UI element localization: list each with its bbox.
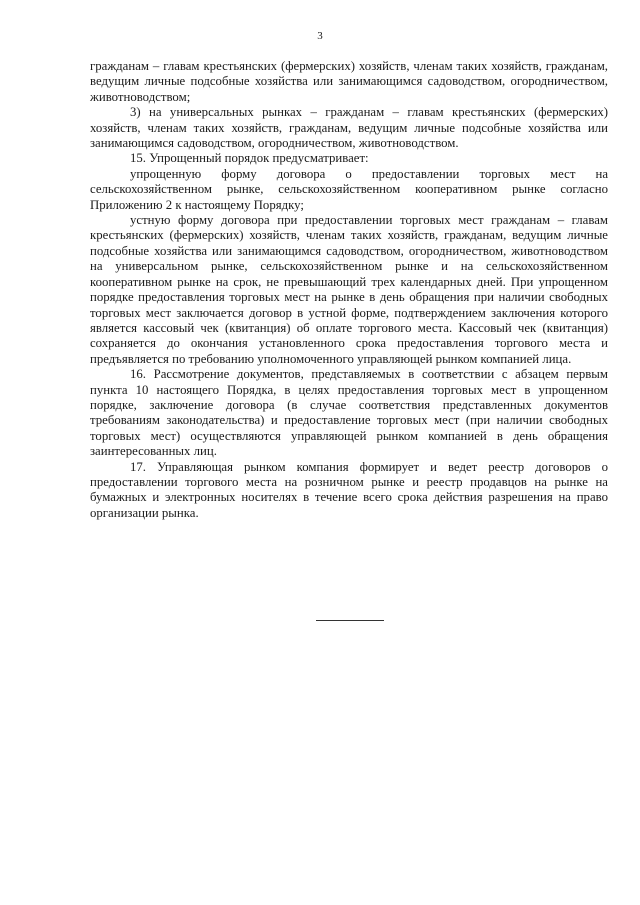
paragraph-clause-17: 17. Управляющая рынком компания формирует и ведет реестр договоров о предоставлении торгового места на розничном рынке и реестр продавцов на рынке на бумажных и электронных носителях в течение всего срока действия разрешения на право организации рынка.	[90, 459, 608, 520]
paragraph-item-3: 3) на универсальных рынках – гражданам – главам крестьянских (фермерских) хозяйств, членам таких хозяйств, гражданам, ведущим личные подсобные хозяйства или занимающимся садоводством, огородничеством, животноводством.	[90, 105, 608, 151]
page-number: 3	[317, 30, 323, 42]
paragraph-simplified-form: упрощенную форму договора о предоставлении торговых мест на сельскохозяйственном рынке, сельскохозяйственном кооперативном рынке согласно Приложению 2 к настоящему Порядку;	[90, 166, 608, 212]
paragraph-continuation: гражданам – главам крестьянских (фермерских) хозяйств, членам таких хозяйств, гражданам, ведущим личные подсобные хозяйства или занимающимся садоводством, огородничеством, животноводством;	[90, 59, 608, 104]
end-separator-line	[316, 620, 384, 621]
paragraph-clause-16: 16. Рассмотрение документов, представляемых в соответствии с абзацем первым пункта 10 настоящего Порядка, в целях предоставления торговых мест в упрощенном порядке, заключение договора (в случае соответствия представленных документов требованиям законодательства) и предоставление торговых мест (при наличии свободных торговых мест) осуществляются управляющей рынком компанией в день обращения заинтересованных лиц.	[90, 367, 608, 459]
paragraph-oral-form: устную форму договора при предоставлении торговых мест гражданам – главам крестьянских (фермерских) хозяйств, членам таких хозяйств, гражданам, ведущим личные подсобные хозяйства или занимающимся садоводством, огородничеством, животноводством на универсальном рынке, сельскохозяйственном рынке и на сельскохозяйственном кооперативном рынке на срок, не превышающий трех календарных дней. При упрощенном порядке предоставления торговых мест на рынке в день обращения при наличии свободных торговых мест заключается договор в устной форме, подтверждением заключения которого является кассовый чек (квитанция) об оплате торгового места. Кассовый чек (квитанция) сохраняется до окончания установленного срока предоставления торгового места и предъявляется по требованию уполномоченного управляющей рынком компанией лица.	[90, 213, 608, 366]
paragraph-clause-15: 15. Упрощенный порядок предусматривает:	[130, 151, 369, 166]
document-body	[90, 59, 608, 521]
